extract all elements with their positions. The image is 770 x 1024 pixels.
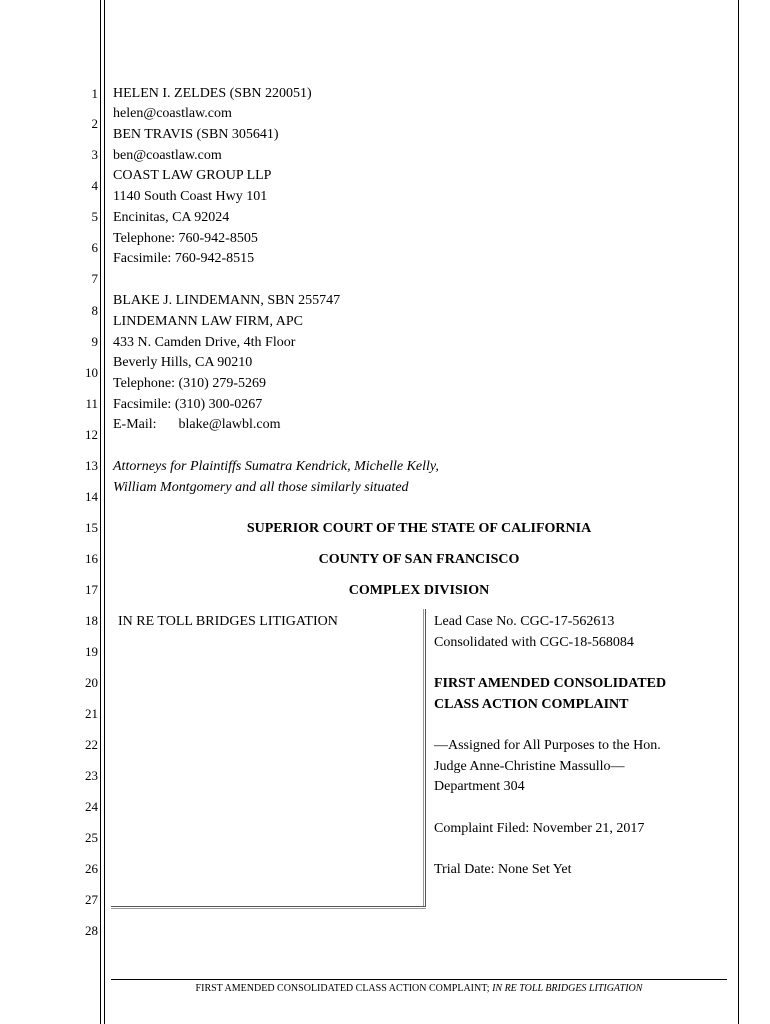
- attorney-name: HELEN I. ZELDES (SBN 220051): [113, 86, 312, 101]
- case-title: IN RE TOLL BRIDGES LITIGATION: [118, 614, 338, 629]
- caption-divider-vertical: [425, 609, 426, 907]
- firm-address-line: Encinitas, CA 92024: [113, 210, 230, 225]
- left-margin-line-outer: [100, 0, 101, 1024]
- line-number: 15: [85, 520, 98, 535]
- line-number: 8: [91, 303, 98, 318]
- assignment-line: Judge Anne-Christine Massullo—: [434, 759, 625, 774]
- line-number: 2: [91, 116, 98, 131]
- line-number: 14: [85, 489, 98, 504]
- firm-name: COAST LAW GROUP LLP: [113, 168, 272, 183]
- caption-divider-horizontal-inner: [111, 908, 426, 909]
- firm-email-row: [113, 417, 280, 433]
- firm-address-line: 433 N. Camden Drive, 4th Floor: [113, 335, 296, 350]
- lead-case-number: Lead Case No. CGC-17-562613: [434, 614, 615, 629]
- line-number: 13: [85, 458, 98, 473]
- footer-document-title: FIRST AMENDED CONSOLIDATED CLASS ACTION COMPLAINT;: [195, 983, 490, 994]
- firm-telephone: Telephone: (310) 279-5269: [113, 376, 266, 391]
- email-label: E-Mail:: [113, 417, 157, 432]
- firm-address-line: 1140 South Coast Hwy 101: [113, 189, 268, 204]
- court-name: SUPERIOR COURT OF THE STATE OF CALIFORNIA: [246, 521, 592, 536]
- assignment-line: —Assigned for All Purposes to the Hon.: [434, 738, 661, 753]
- complaint-filed-date: Complaint Filed: November 21, 2017: [434, 821, 645, 836]
- line-number: 4: [91, 178, 98, 193]
- line-number: 22: [85, 737, 98, 752]
- right-margin-line: [738, 0, 739, 1024]
- attorney-name: BEN TRAVIS (SBN 305641): [113, 127, 279, 142]
- firm-telephone: Telephone: 760-942-8505: [113, 231, 258, 246]
- line-number: 20: [85, 675, 98, 690]
- line-number: 11: [85, 396, 98, 411]
- line-number: 24: [85, 799, 98, 814]
- line-number: 18: [85, 613, 98, 628]
- line-number: 12: [85, 427, 98, 442]
- attorneys-for-line: William Montgomery and all those similarly situated: [113, 480, 409, 495]
- line-number: 19: [85, 644, 98, 659]
- left-margin-line-inner: [104, 0, 105, 1024]
- firm-name: LINDEMANN LAW FIRM, APC: [113, 314, 303, 329]
- attorney-email: helen@coastlaw.com: [113, 106, 232, 121]
- court-division: COMPLEX DIVISION: [348, 583, 490, 598]
- line-number: 1: [91, 86, 98, 101]
- line-number: 9: [91, 334, 98, 349]
- footer-case-name: IN RE TOLL BRIDGES LITIGATION: [492, 983, 643, 994]
- line-number: 16: [85, 551, 98, 566]
- firm-address-line: Beverly Hills, CA 90210: [113, 355, 253, 370]
- footer-rule: [111, 979, 727, 980]
- attorneys-for-line: Attorneys for Plaintiffs Sumatra Kendrick, Michelle Kelly,: [113, 459, 439, 474]
- line-number: 7: [91, 271, 98, 286]
- attorney-name: BLAKE J. LINDEMANN, SBN 255747: [113, 293, 341, 308]
- line-number: 28: [85, 923, 98, 938]
- document-title: CLASS ACTION COMPLAINT: [434, 697, 629, 712]
- document-title: FIRST AMENDED CONSOLIDATED: [434, 676, 667, 691]
- attorney-email: ben@coastlaw.com: [113, 148, 222, 163]
- line-number: 5: [91, 209, 98, 224]
- line-number: 6: [91, 240, 98, 255]
- firm-facsimile: Facsimile: (310) 300-0267: [113, 397, 263, 412]
- line-number: 3: [91, 147, 98, 162]
- firm-facsimile: Facsimile: 760-942-8515: [113, 251, 255, 266]
- consolidated-case-number: Consolidated with CGC-18-568084: [434, 635, 634, 650]
- line-number: 21: [85, 706, 98, 721]
- line-number: 17: [85, 582, 98, 597]
- caption-divider-vertical-inner: [423, 609, 424, 907]
- assignment-line: Department 304: [434, 779, 525, 794]
- page-footer: [111, 983, 727, 995]
- line-number: 10: [85, 365, 98, 380]
- caption-divider-horizontal: [111, 906, 426, 907]
- court-county: COUNTY OF SAN FRANCISCO: [318, 552, 520, 567]
- attorney-email: blake@lawbl.com: [178, 417, 281, 432]
- line-number: 23: [85, 768, 98, 783]
- trial-date: Trial Date: None Set Yet: [434, 862, 572, 877]
- line-number: 25: [85, 830, 98, 845]
- line-number: 27: [85, 892, 98, 907]
- line-number: 26: [85, 861, 98, 876]
